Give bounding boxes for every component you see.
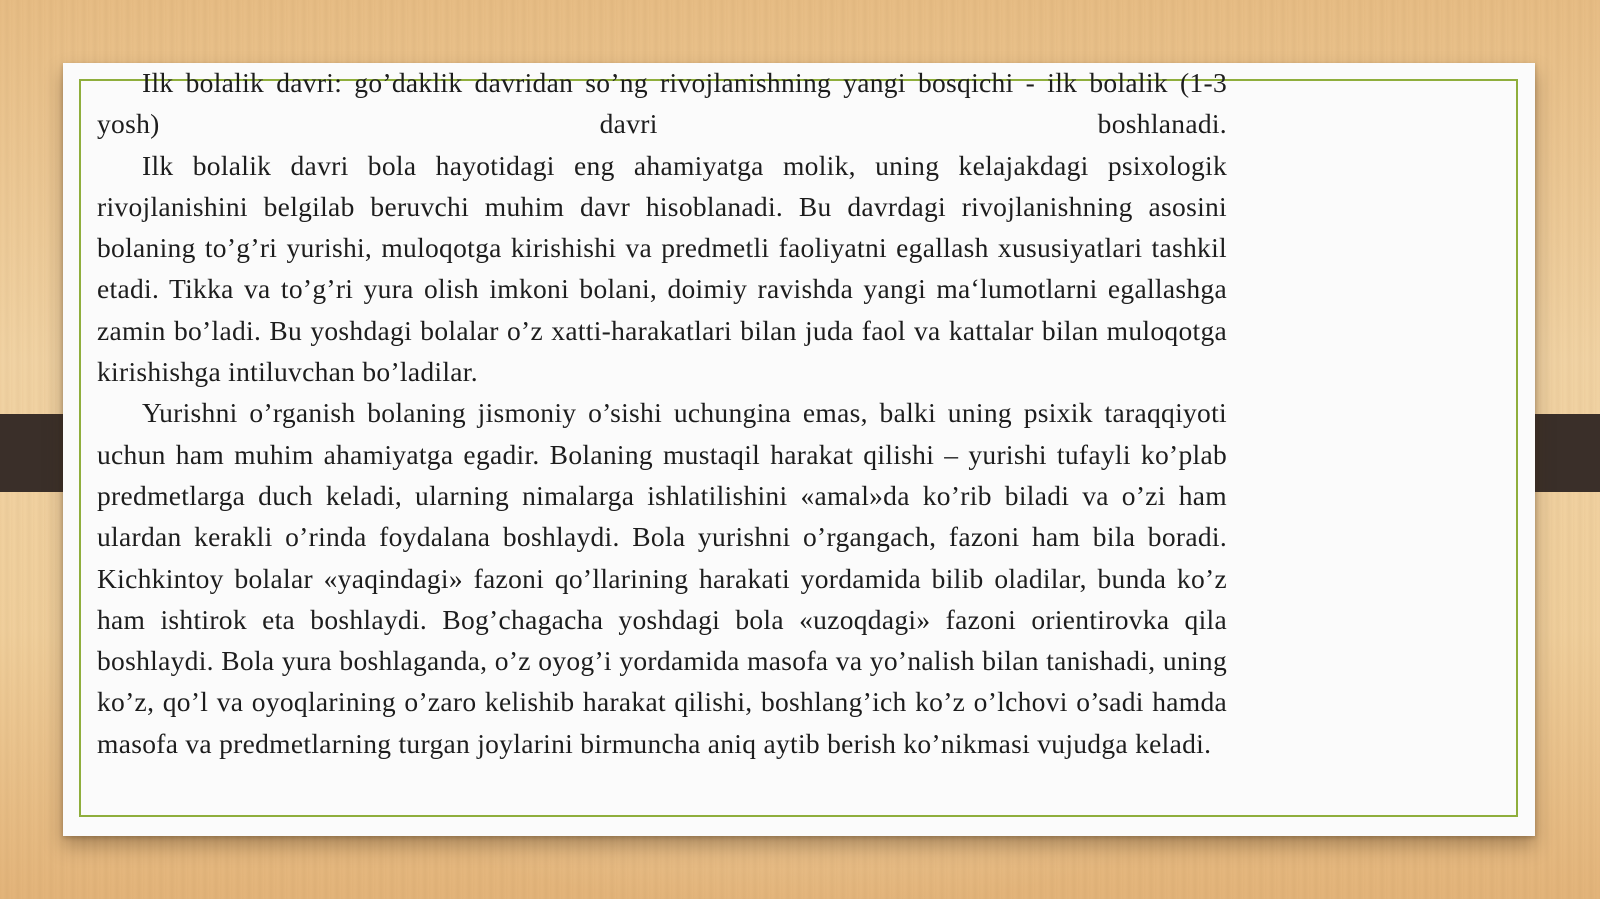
paragraph-1: Ilk bolalik davri: go’daklik davridan so’ng rivojlanishning yangi bosqichi - ilk bolalik (1-3 yosh) davri boshlanadi. [97,67,1227,140]
paragraph-3: Yurishni o’rganish bolaning jismoniy o’sishi uchungina emas, balki uning psixik taraqqiyoti uchun ham muhim ahamiyatga egadir. Bolaning mustaqil harakat qilishi – yurishi tufayli ko’plab predmetlarga duch keladi, ularning nimalarga ishlatilishini «amal»da ko’rib biladi va o’zi ham ulardan kerakli o’rinda foydalana boshlaydi. Bola yurishni o’rgangach, fazoni ham bila boradi. Kichkintoy bolalar «yaqindagi» fazoni qo’llarining harakati yordamida bilib oladilar, bunda ko’z ham ishtirok eta boshlaydi. Bog’chagacha yoshdagi bola «uzoqdagi» fazoni orientirovka qila boshlaydi. Bola yura boshlaganda, o’z oyog’i yordamida masofa va yo’nalish bilan tanishadi, uning ko’z, qo’l va oyoqlarining o’zaro kelishib harakat qilishi, boshlang’ich ko’z o’lchovi o’sadi hamda masofa va predmetlarning turgan joylarini birmuncha aniq aytib berish ko’nikmasi vujudga keladi. [97,397,1227,759]
paragraph-2: Ilk bolalik davri bola hayotidagi eng ahamiyatga molik, uning kelajakdagi psixologik rivojlanishini belgilab beruvchi muhim davr hisoblanadi. Bu davrdagi rivojlanishning asosini bolaning to’g’ri yurishi, muloqotga kirishishi va predmetli faoliyatni egallash xususiyatlari tashkil etadi. Tikka va to’g’ri yura olish imkoni bolani, doimiy ravishda yangi ma‘lumotlarni egallashga zamin bo’ladi. Bu yoshdagi bolalar o’z xatti-harakatlari bilan juda faol va kattalar bilan muloqotga kirishishga intiluvchan bo’ladilar. [97,149,1227,388]
document-body [97,62,1227,764]
